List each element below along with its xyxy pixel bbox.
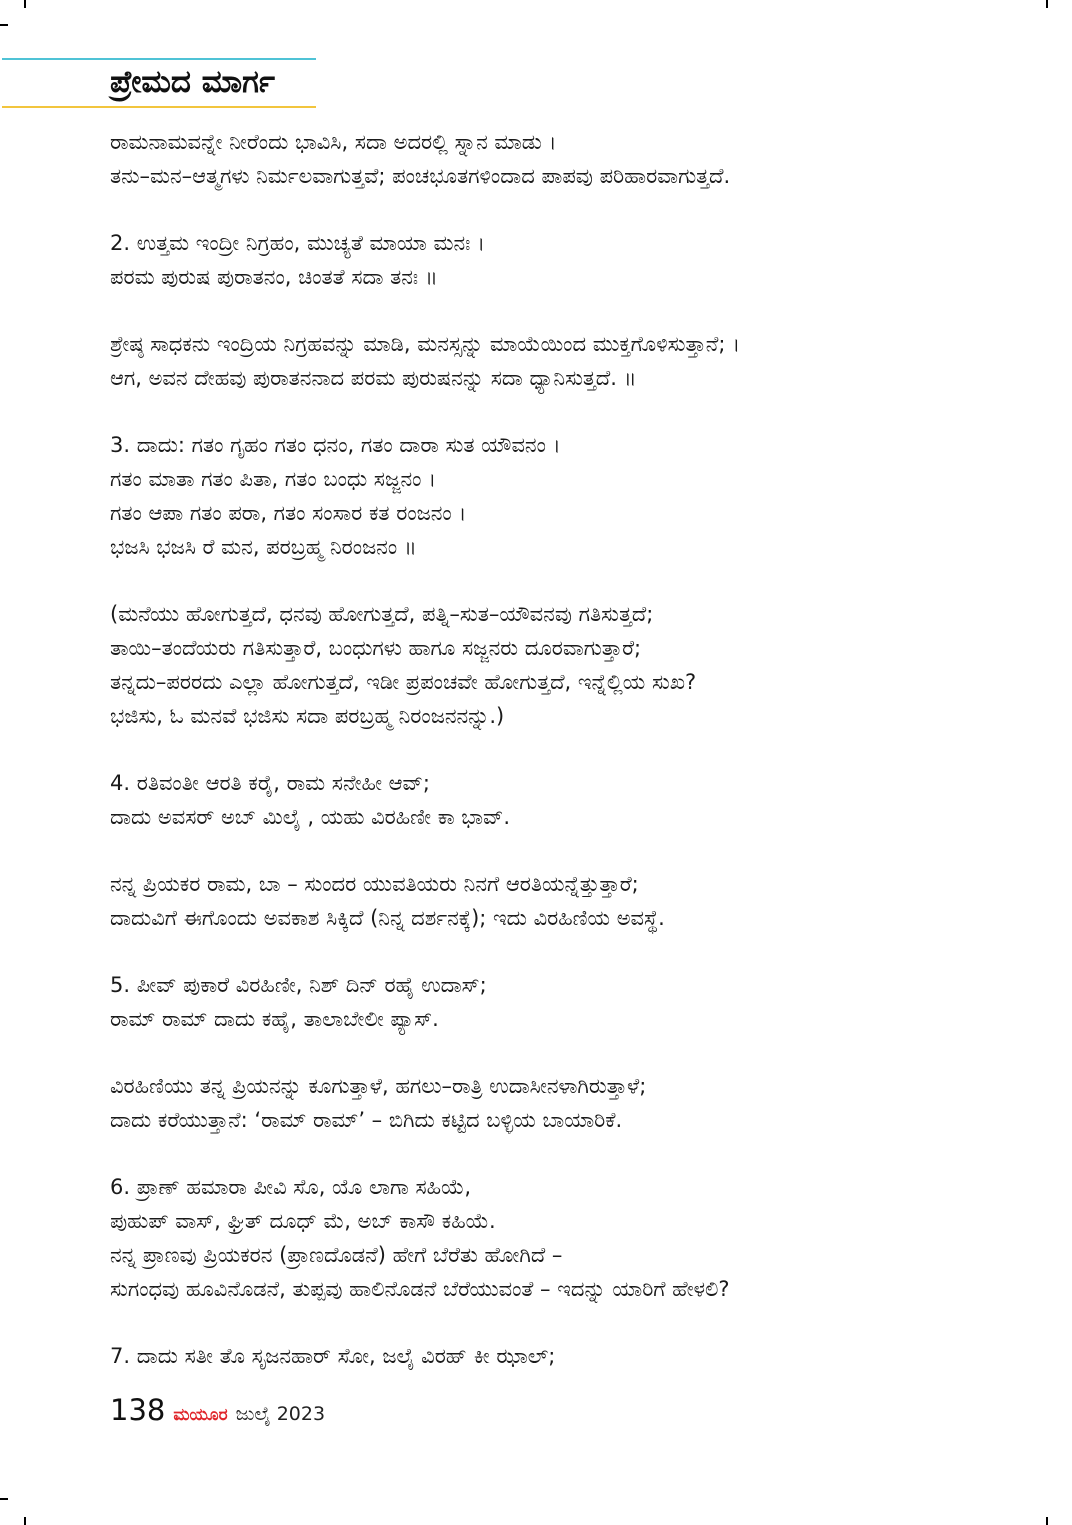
crop-mark <box>1046 1517 1048 1525</box>
text-line: ತಾಯಿ–ತಂದೆಯರು ಗತಿಸುತ್ತಾರೆ, ಬಂಧುಗಳು ಹಾಗೂ ಸಜ್ಜನರು ದೂರವಾಗುತ್ತಾರೆ; <box>110 636 642 660</box>
text-line: ರಾಮ್ ರಾಮ್ ದಾದು ಕಹೈ, ತಾಲಾಬೇಲೀ ಪ್ಯಾಸ್. <box>110 1007 439 1031</box>
crop-mark <box>1046 0 1048 8</box>
issue-date: ಜುಲೈ 2023 <box>235 1403 326 1425</box>
text-line: ದಾದುವಿಗೆ ಈಗೊಂದು ಅವಕಾಶ ಸಿಕ್ಕಿದೆ (ನಿನ್ನ ದರ್ಶನಕ್ಕೆ); ಇದು ವಿರಹಿಣಿಯ ಅವಸ್ಥೆ. <box>110 906 665 930</box>
text-line: ಸುಗಂಧವು ಹೂವಿನೊಡನೆ, ತುಪ್ಪವು ಹಾಲಿನೊಡನೆ ಬೆರೆಯುವಂತೆ – ಇದನ್ನು ಯಾರಿಗೆ ಹೇಳಲಿ? <box>110 1277 730 1301</box>
text-line: ಗತಂ ಮಾತಾ ಗತಂ ಪಿತಾ, ಗತಂ ಬಂಧು ಸಜ್ಜನಂ । <box>110 467 437 491</box>
paragraph <box>110 428 1010 564</box>
crop-mark <box>24 0 26 8</box>
text-line: 7. ದಾದು ಸತೀ ತೊ ಸೃಜನಹಾರ್ ಸೋ, ಜಲೈ ವಿರಹ್ ಕೀ ಝಾಲ್; <box>110 1344 556 1368</box>
paragraph <box>110 125 1010 193</box>
text-line: 5. ಪೀವ್ ಪುಕಾರೆ ವಿರಹಿಣೀ, ನಿಶ್ ದಿನ್ ರಹೈ ಉದಾಸ್; <box>110 973 487 997</box>
paragraph <box>110 867 1010 935</box>
text-line: ಭಜಸಿ ಭಜಸಿ ರೆ ಮನ, ಪರಬ್ರಹ್ಮ ನಿರಂಜನಂ ॥ <box>110 535 417 559</box>
text-line: ಶ್ರೇಷ್ಠ ಸಾಧಕನು ಇಂದ್ರಿಯ ನಿಗ್ರಹವನ್ನು ಮಾಡಿ, ಮನಸ್ಸನ್ನು ಮಾಯೆಯಿಂದ ಮುಕ್ತಗೊಳಿಸುತ್ತಾನೆ; । <box>110 332 741 356</box>
text-line: ನನ್ನ ಪ್ರಾಣವು ಪ್ರಿಯಕರನ (ಪ್ರಾಣದೊಡನೆ) ಹೇಗೆ ಬೆರೆತು ಹೋಗಿದೆ – <box>110 1243 563 1267</box>
crop-mark <box>24 1517 26 1525</box>
text-line: 6. ಪ್ರಾಣ್ ಹಮಾರಾ ಪೀವಿ ಸೊ, ಯೊ ಲಾಗಾ ಸಹಿಯೆ, <box>110 1175 472 1199</box>
header-rule-cyan <box>2 58 316 60</box>
crop-mark <box>0 24 8 26</box>
page-number: 138 <box>110 1393 166 1427</box>
page-title: ಪ್ರೇಮದ ಮಾರ್ಗ <box>110 64 275 100</box>
paragraph <box>110 1339 1010 1373</box>
crop-mark <box>0 1498 8 1500</box>
text-line: ಪುಹುಪ್ ವಾಸ್, ಘ್ರಿತ್ ದೂಧ್ ಮೆ, ಅಬ್ ಕಾಸೌ ಕಹಿಯೆ. <box>110 1209 496 1233</box>
paragraph <box>110 968 1010 1036</box>
header-rule-yellow <box>2 106 316 108</box>
text-line: 2. ಉತ್ತಮ ಇಂದ್ರೀ ನಿಗ್ರಹಂ, ಮುಚ್ಯತೆ ಮಾಯಾ ಮನಃ । <box>110 231 486 255</box>
page-footer <box>110 1393 325 1427</box>
text-line: ರಾಮನಾಮವನ್ನೇ ನೀರೆಂದು ಭಾವಿಸಿ, ಸದಾ ಅದರಲ್ಲಿ ಸ್ನಾನ ಮಾಡು । <box>110 130 557 154</box>
magazine-logo: ಮಯೂರ <box>173 1405 228 1425</box>
text-line: ಆಗ, ಅವನ ದೇಹವು ಪುರಾತನನಾದ ಪರಮ ಪುರುಷನನ್ನು ಸದಾ ಧ್ಯಾನಿಸುತ್ತದೆ. ॥ <box>110 366 637 390</box>
paragraph <box>110 766 1010 834</box>
article-body <box>110 125 1010 1406</box>
text-line: (ಮನೆಯು ಹೋಗುತ್ತದೆ, ಧನವು ಹೋಗುತ್ತದೆ, ಪತ್ನಿ–ಸುತ–ಯೌವನವು ಗತಿಸುತ್ತದೆ; <box>110 602 654 626</box>
text-line: ಪರಮ ಪುರುಷ ಪುರಾತನಂ, ಚಿಂತತೆ ಸದಾ ತನಃ ॥ <box>110 265 438 289</box>
text-line: ವಿರಹಿಣಿಯು ತನ್ನ ಪ್ರಿಯನನ್ನು ಕೂಗುತ್ತಾಳೆ, ಹಗಲು–ರಾತ್ರಿ ಉದಾಸೀನಳಾಗಿರುತ್ತಾಳೆ; <box>110 1074 647 1098</box>
text-line: ನನ್ನ ಪ್ರಿಯಕರ ರಾಮ, ಬಾ – ಸುಂದರ ಯುವತಿಯರು ನಿನಗೆ ಆರತಿಯನ್ನೆತ್ತುತ್ತಾರೆ; <box>110 872 639 896</box>
text-line: ತನು–ಮನ–ಆತ್ಮಗಳು ನಿರ್ಮಲವಾಗುತ್ತವೆ; ಪಂಚಭೂತಗಳಿಂದಾದ ಪಾಪವು ಪರಿಹಾರವಾಗುತ್ತದೆ. <box>110 164 731 188</box>
paragraph <box>110 597 1010 733</box>
text-line: 3. ದಾದು: ಗತಂ ಗೃಹಂ ಗತಂ ಧನಂ, ಗತಂ ದಾರಾ ಸುತ ಯೌವನಂ । <box>110 433 561 457</box>
paragraph <box>110 327 1010 395</box>
paragraph <box>110 226 1010 294</box>
paragraph <box>110 1170 1010 1306</box>
text-line: 4. ರತಿವಂತೀ ಆರತಿ ಕರೈ, ರಾಮ ಸನೇಹೀ ಆವ್; <box>110 771 430 795</box>
text-line: ತನ್ನದು–ಪರರದು ಎಲ್ಲಾ ಹೋಗುತ್ತದೆ, ಇಡೀ ಪ್ರಪಂಚವೇ ಹೋಗುತ್ತದೆ, ಇನ್ನೆಲ್ಲಿಯ ಸುಖ? <box>110 670 697 694</box>
text-line: ಭಜಿಸು, ಓ ಮನವೆ ಭಜಿಸು ಸದಾ ಪರಬ್ರಹ್ಮ ನಿರಂಜನನನ್ನು.) <box>110 704 505 728</box>
text-line: ದಾದು ಅವಸರ್ ಅಬ್ ಮಿಲೈ , ಯಹು ವಿರಹಿಣೀ ಕಾ ಭಾವ್. <box>110 805 511 829</box>
text-line: ದಾದು ಕರೆಯುತ್ತಾನೆ: ‘ರಾಮ್ ರಾಮ್’ – ಬಿಗಿದು ಕಟ್ಟಿದ ಬಳ್ಳಿಯ ಬಾಯಾರಿಕೆ. <box>110 1108 623 1132</box>
text-line: ಗತಂ ಆಪಾ ಗತಂ ಪರಾ, ಗತಂ ಸಂಸಾರ ಕತ ರಂಜನಂ । <box>110 501 467 525</box>
paragraph <box>110 1069 1010 1137</box>
